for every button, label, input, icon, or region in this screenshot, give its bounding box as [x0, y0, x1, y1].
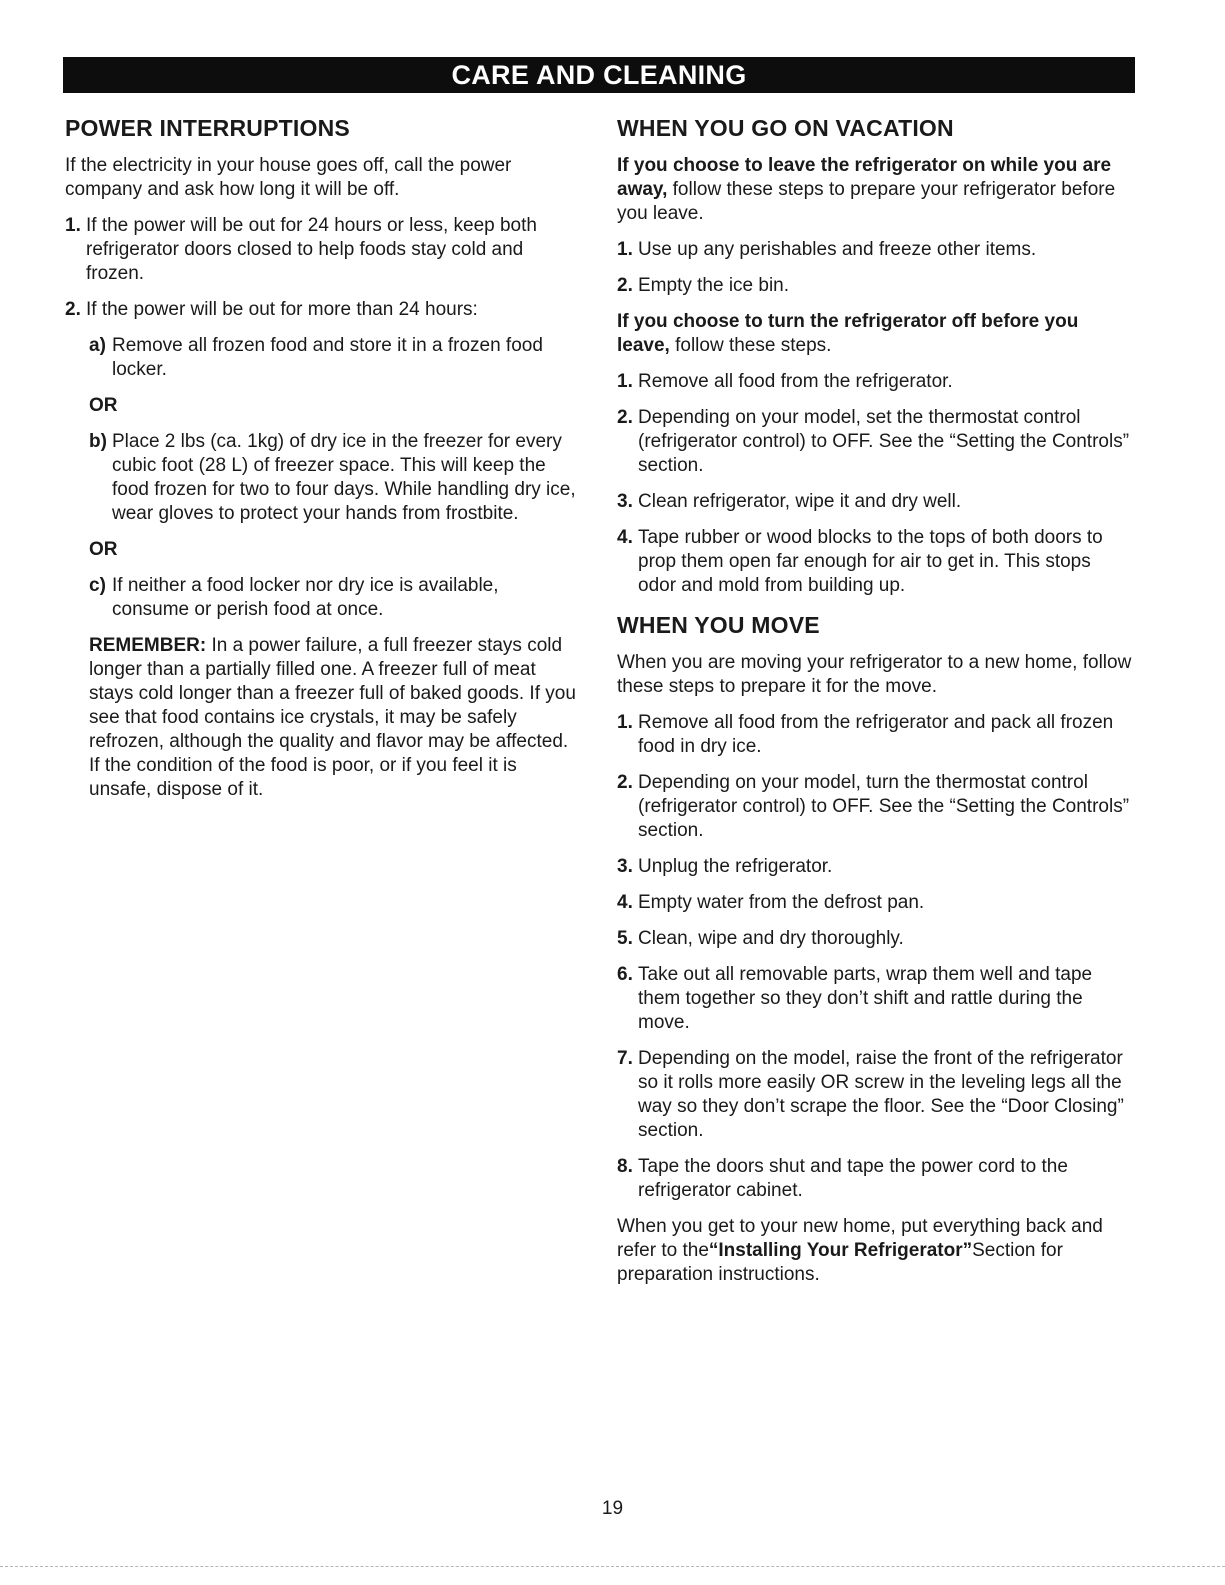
- step-number: 3.: [617, 491, 633, 512]
- vacation-on-steps: [617, 238, 1132, 298]
- power-intro: If the electricity in your house goes off, call the power company and ask how long it will be off.: [65, 155, 512, 200]
- list-item: [65, 214, 580, 286]
- installing-reference: “Installing Your Refrigerator”: [708, 1240, 973, 1261]
- step-number: 1.: [617, 239, 633, 260]
- power-interruptions-heading: POWER INTERRUPTIONS: [65, 115, 350, 141]
- move-closing: [617, 1215, 1132, 1287]
- power-steps-list: [65, 214, 580, 322]
- list-item: [617, 855, 1132, 879]
- step-text: Use up any perishables and freeze other items.: [638, 239, 1037, 260]
- step-text: Clean refrigerator, wipe it and dry well.: [638, 491, 962, 512]
- list-item: [617, 370, 1132, 394]
- step-number: 8.: [617, 1156, 633, 1177]
- step-number: 1.: [617, 712, 633, 733]
- vacation-off-bold: If you choose to turn the refrigerator off before you leave,: [617, 311, 1079, 356]
- step-text: If the power will be out for 24 hours or less, keep both refrigerator doors closed to help foods stay cold and frozen.: [86, 215, 537, 284]
- step-number: 1.: [617, 371, 633, 392]
- step-number: 1.: [65, 215, 81, 236]
- step-text: Depending on the model, raise the front of the refrigerator so it rolls more easily OR screw in the leveling legs all the way so they don’t scrape the floor. See the “Door Closing” section.: [638, 1048, 1124, 1141]
- remember-note: [65, 634, 580, 802]
- closing-pre: When you get to your new home, put everything back and refer to the: [617, 1216, 1103, 1261]
- list-item: [617, 711, 1132, 759]
- sub-item-b: [65, 430, 580, 526]
- step-number: 2.: [617, 407, 633, 428]
- closing-post: Section for preparation instructions.: [617, 1240, 1063, 1285]
- list-item: [617, 1155, 1132, 1203]
- list-item: [617, 526, 1132, 598]
- list-item: [617, 927, 1132, 951]
- remember-text: In a power failure, a full freezer stays cold longer than a partially filled one. A freezer full of meat stays cold longer than a freezer full of baked goods. If you see that food contains ice crystals, it may be safely refrozen, although the quality and flavor may be affected. If the condition of the food is poor, or if you feel it is unsafe, dispose of it.: [89, 635, 576, 800]
- step-text: Tape the doors shut and tape the power cord to the refrigerator cabinet.: [638, 1156, 1068, 1201]
- step-number: 2.: [617, 275, 633, 296]
- step-text: Depending on your model, turn the thermostat control (refrigerator control) to OFF. See the “Setting the Controls” section.: [638, 772, 1130, 841]
- step-text: If the power will be out for more than 24 hours:: [86, 299, 478, 320]
- sub-text: Place 2 lbs (ca. 1kg) of dry ice in the freezer for every cubic foot (28 L) of freezer space. This will keep the food frozen for two to four days. While handling dry ice, wear gloves to protect your hands from frostbite.: [112, 431, 576, 524]
- list-item: [65, 298, 580, 322]
- move-steps: [617, 711, 1132, 1203]
- left-column: [65, 113, 580, 814]
- step-number: 2.: [65, 299, 81, 320]
- step-text: Take out all removable parts, wrap them well and tape them together so they don’t shift and rattle during the move.: [638, 964, 1093, 1033]
- step-text: Remove all food from the refrigerator.: [638, 371, 953, 392]
- move-heading: WHEN YOU MOVE: [617, 612, 820, 638]
- vacation-off-intro: [617, 310, 1132, 358]
- or-separator: OR: [89, 395, 118, 416]
- step-number: 6.: [617, 964, 633, 985]
- step-text: Clean, wipe and dry thoroughly.: [638, 928, 904, 949]
- vacation-on-intro: [617, 154, 1132, 226]
- sub-label: b): [89, 431, 107, 452]
- remember-label: REMEMBER:: [89, 635, 207, 656]
- step-number: 4.: [617, 527, 633, 548]
- step-text: Empty the ice bin.: [638, 275, 790, 296]
- list-item: [617, 406, 1132, 478]
- sub-item-c: [65, 574, 580, 622]
- sub-text: If neither a food locker nor dry ice is available, consume or perish food at once.: [112, 575, 499, 620]
- step-text: Tape rubber or wood blocks to the tops of both doors to prop them open far enough for air to get in. This stops odor and mold from building up.: [638, 527, 1103, 596]
- right-column: [617, 113, 1132, 1299]
- step-text: Depending on your model, set the thermostat control (refrigerator control) to OFF. See the “Setting the Controls” section.: [638, 407, 1130, 476]
- sub-text: Remove all frozen food and store it in a frozen food locker.: [112, 335, 543, 380]
- vacation-heading: WHEN YOU GO ON VACATION: [617, 115, 954, 141]
- list-item: [617, 771, 1132, 843]
- vacation-off-rest: follow these steps.: [669, 335, 832, 356]
- move-intro: When you are moving your refrigerator to a new home, follow these steps to prepare it for the move.: [617, 652, 1132, 697]
- list-item: [617, 891, 1132, 915]
- page-number: 19: [601, 1498, 624, 1519]
- list-item: [617, 490, 1132, 514]
- vacation-on-rest: follow these steps to prepare your refrigerator before you leave.: [617, 179, 1116, 224]
- list-item: [617, 274, 1132, 298]
- vacation-off-steps: [617, 370, 1132, 598]
- list-item: [617, 963, 1132, 1035]
- step-number: 2.: [617, 772, 633, 793]
- step-number: 3.: [617, 856, 633, 877]
- step-number: 7.: [617, 1048, 633, 1069]
- or-separator: OR: [89, 539, 118, 560]
- step-text: Remove all food from the refrigerator and pack all frozen food in dry ice.: [638, 712, 1114, 757]
- sub-label: a): [89, 335, 106, 356]
- step-number: 4.: [617, 892, 633, 913]
- step-number: 5.: [617, 928, 633, 949]
- sub-item-a: [65, 334, 580, 382]
- list-item: [617, 1047, 1132, 1143]
- step-text: Unplug the refrigerator.: [638, 856, 833, 877]
- list-item: [617, 238, 1132, 262]
- sub-label: c): [89, 575, 106, 596]
- bottom-divider: [0, 1566, 1225, 1567]
- page-title-banner: CARE AND CLEANING: [63, 57, 1135, 93]
- step-text: Empty water from the defrost pan.: [638, 892, 925, 913]
- vacation-on-bold: If you choose to leave the refrigerator on while you are away,: [617, 155, 1112, 200]
